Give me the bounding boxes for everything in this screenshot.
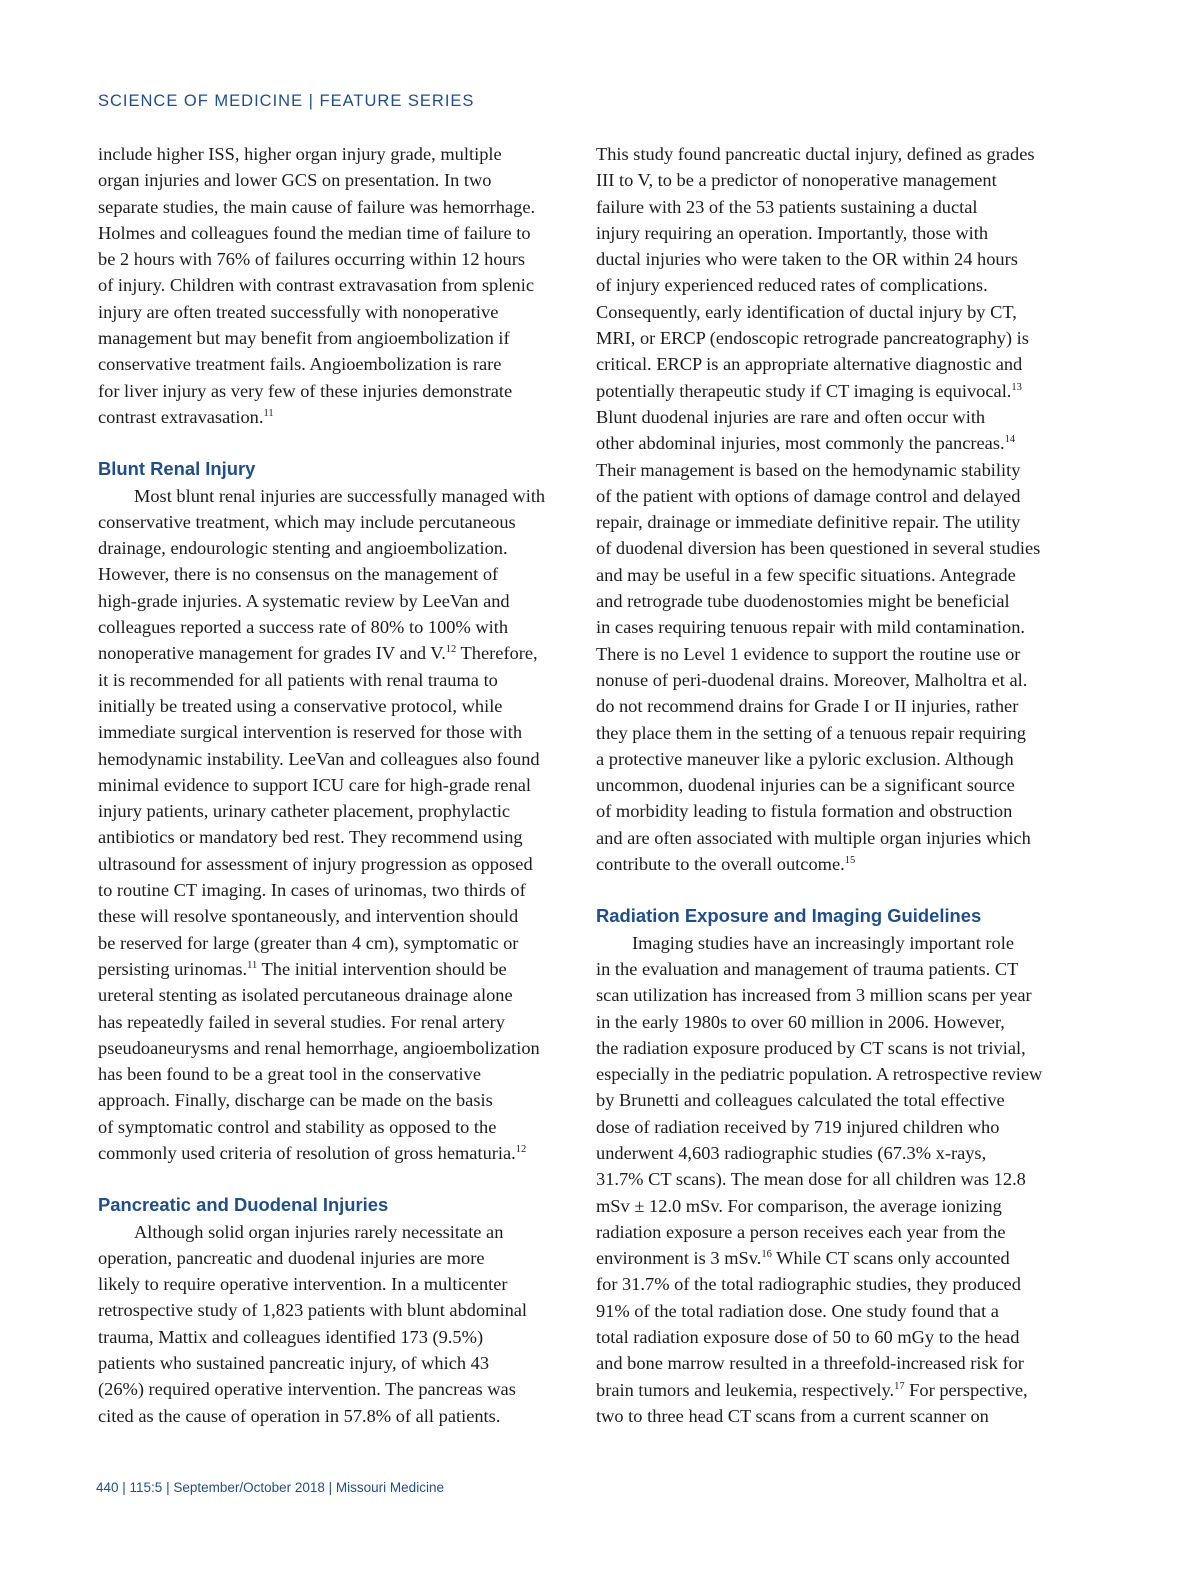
- reference-marker: 12: [445, 644, 457, 656]
- reference-marker: 11: [263, 407, 274, 419]
- text-line: especially in the pediatric population. A retrospective review: [596, 1064, 1043, 1085]
- text-line: immediate surgical intervention is reserved for those with: [98, 722, 523, 743]
- text-line: do not recommend drains for Grade I or II injuries, rather: [596, 696, 1019, 717]
- reference-marker: 14: [1004, 434, 1016, 446]
- line-text: potentially therapeutic study if CT imaging is equivocal.: [596, 380, 1012, 401]
- text-line: in the early 1980s to over 60 million in 2006. However,: [596, 1011, 1005, 1032]
- text-line: [98, 1140, 578, 1166]
- text-line: hemodynamic instability. LeeVan and colleagues also found: [98, 748, 540, 769]
- text-line: of injury. Children with contrast extravasation from splenic: [98, 275, 534, 296]
- paragraph: [596, 930, 1081, 1430]
- text-line: dose of radiation received by 719 injured children who: [596, 1116, 1000, 1137]
- text-line: separate studies, the main cause of failure was hemorrhage.: [98, 196, 536, 217]
- left-column: [98, 141, 578, 1429]
- text-line: nonuse of peri-duodenal drains. Moreover, Malholtra et al.: [596, 669, 1028, 690]
- text-line: drainage, endourologic stenting and angioembolization.: [98, 538, 508, 559]
- text-line: of morbidity leading to fistula formation and obstruction: [596, 801, 1013, 822]
- text-line: for 31.7% of the total radiographic studies, they produced: [596, 1274, 1021, 1295]
- text-line: ductal injuries who were taken to the OR within 24 hours: [596, 249, 1018, 270]
- section-heading-radiation: Radiation Exposure and Imaging Guidelines: [596, 905, 982, 927]
- text-line: uncommon, duodenal injuries can be a significant source: [596, 775, 1015, 796]
- text-line: [596, 378, 1081, 404]
- text-line: III to V, to be a predictor of nonoperative management: [596, 170, 997, 191]
- text-line: [596, 1245, 1081, 1271]
- line-text: The initial intervention should be: [257, 958, 507, 979]
- text-line: be 2 hours with 76% of failures occurring within 12 hours: [98, 249, 525, 270]
- text-line: of symptomatic control and stability as opposed to the: [98, 1116, 497, 1137]
- text-line: they place them in the setting of a tenuous repair requiring: [596, 722, 1026, 743]
- paragraph: [98, 141, 578, 430]
- text-line: [596, 430, 1081, 456]
- text-line: injury requiring an operation. Importantly, those with: [596, 222, 989, 243]
- text-line: and are often associated with multiple organ injuries which: [596, 827, 1031, 848]
- text-line: of injury experienced reduced rates of complications.: [596, 275, 988, 296]
- text-line: Blunt duodenal injuries are rare and often occur with: [596, 406, 986, 427]
- text-line: conservative treatment fails. Angioembolization is rare: [98, 354, 502, 375]
- text-line: for liver injury as very few of these injuries demonstrate: [98, 380, 513, 401]
- text-line: initially be treated using a conservative protocol, while: [98, 695, 503, 716]
- line-text: persisting urinomas.: [98, 958, 248, 979]
- text-line: organ injuries and lower GCS on presentation. In two: [98, 170, 492, 191]
- text-line: (26%) required operative intervention. The pancreas was: [98, 1379, 516, 1400]
- text-line: and bone marrow resulted in a threefold-increased risk for: [596, 1353, 1024, 1374]
- text-line: failure with 23 of the 53 patients sustaining a ductal: [596, 196, 978, 217]
- text-line: underwent 4,603 radiographic studies (67.3% x-rays,: [596, 1142, 987, 1163]
- text-line: operation, pancreatic and duodenal injuries are more: [98, 1247, 485, 1268]
- text-line: these will resolve spontaneously, and intervention should: [98, 906, 519, 927]
- text-line: retrospective study of 1,823 patients with blunt abdominal: [98, 1300, 528, 1321]
- text-line: high-grade injuries. A systematic review by LeeVan and: [98, 590, 510, 611]
- text-line: it is recommended for all patients with renal trauma to: [98, 669, 498, 690]
- text-line: pseudoaneurysms and renal hemorrhage, angioembolization: [98, 1037, 540, 1058]
- line-text: environment is 3 mSv.: [596, 1248, 762, 1269]
- text-line: 31.7% CT scans). The mean dose for all children was 12.8: [596, 1169, 1026, 1190]
- text-line: has been found to be a great tool in the conservative: [98, 1064, 482, 1085]
- right-column: [596, 141, 1081, 1429]
- reference-marker: 11: [247, 959, 258, 971]
- reference-marker: 12: [515, 1143, 527, 1155]
- text-line: Most blunt renal injuries are successfully managed with: [134, 485, 546, 506]
- text-line: to routine CT imaging. In cases of urinomas, two thirds of: [98, 880, 526, 901]
- line-text: other abdominal injuries, most commonly the pancreas.: [596, 433, 1005, 454]
- text-line: of the patient with options of damage control and delayed: [596, 485, 1021, 506]
- text-line: mSv ± 12.0 mSv. For comparison, the average ionizing: [596, 1195, 1002, 1216]
- text-line: injury patients, urinary catheter placement, prophylactic: [98, 801, 511, 822]
- section-heading-pancreatic: Pancreatic and Duodenal Injuries: [98, 1194, 389, 1216]
- text-line: has repeatedly failed in several studies. For renal artery: [98, 1011, 505, 1032]
- text-line: minimal evidence to support ICU care for high-grade renal: [98, 774, 532, 795]
- text-line: trauma, Mattix and colleagues identified 173 (9.5%): [98, 1326, 484, 1347]
- line-text: Therefore,: [456, 643, 538, 664]
- text-line: Holmes and colleagues found the median time of failure to: [98, 222, 531, 243]
- text-line: antibiotics or mandatory bed rest. They recommend using: [98, 827, 523, 848]
- line-text: brain tumors and leukemia, respectively.: [596, 1379, 895, 1400]
- text-line: management but may benefit from angioembolization if: [98, 328, 510, 349]
- reference-marker: 13: [1011, 381, 1022, 393]
- text-line: patients who sustained pancreatic injury, of which 43: [98, 1353, 490, 1374]
- text-line: There is no Level 1 evidence to support the routine use or: [596, 643, 1021, 664]
- text-line: scan utilization has increased from 3 million scans per year: [596, 985, 1032, 1006]
- reference-marker: 17: [894, 1380, 905, 1392]
- line-text: contrast extravasation.: [98, 406, 264, 427]
- text-line: ureteral stenting as isolated percutaneous drainage alone: [98, 985, 513, 1006]
- line-text: contribute to the overall outcome.: [596, 854, 845, 875]
- text-line: and may be useful in a few specific situations. Antegrade: [596, 564, 1016, 585]
- text-line: by Brunetti and colleagues calculated the total effective: [596, 1090, 1005, 1111]
- text-line: [98, 404, 578, 430]
- text-line: Imaging studies have an increasingly important role: [632, 932, 1015, 953]
- line-text: commonly used criteria of resolution of gross hematuria.: [98, 1142, 516, 1163]
- text-line: cited as the cause of operation in 57.8% of all patients.: [98, 1405, 501, 1426]
- text-line: likely to require operative intervention. In a multicenter: [98, 1274, 508, 1295]
- text-line: radiation exposure a person receives each year from the: [596, 1221, 1006, 1242]
- text-line: include higher ISS, higher organ injury grade, multiple: [98, 144, 502, 164]
- text-line: a protective maneuver like a pyloric exclusion. Although: [596, 748, 1014, 769]
- text-line: 91% of the total radiation dose. One study found that a: [596, 1300, 999, 1321]
- text-line: [596, 1377, 1081, 1403]
- section-heading-renal: Blunt Renal Injury: [98, 458, 256, 480]
- text-line: However, there is no consensus on the management of: [98, 564, 499, 585]
- text-line: total radiation exposure dose of 50 to 60 mGy to the head: [596, 1327, 1020, 1348]
- reference-marker: 16: [761, 1249, 772, 1261]
- text-line: and retrograde tube duodenostomies might be beneficial: [596, 591, 1010, 612]
- text-line: in the evaluation and management of trauma patients. CT: [596, 958, 1019, 979]
- text-line: This study found pancreatic ductal injury, defined as grades: [596, 144, 1035, 164]
- reference-marker: 15: [844, 855, 856, 867]
- text-line: critical. ERCP is an appropriate alternative diagnostic and: [596, 354, 1023, 375]
- line-text: While CT scans only accounted: [771, 1248, 1010, 1269]
- text-line: [596, 851, 1081, 877]
- page-footer: 440 | 115:5 | September/October 2018 | Missouri Medicine: [96, 1480, 444, 1495]
- text-line: conservative treatment, which may include percutaneous: [98, 511, 516, 532]
- line-text: For perspective,: [904, 1379, 1028, 1400]
- paragraph: [98, 483, 578, 1167]
- text-line: [98, 956, 578, 982]
- text-line: MRI, or ERCP (endoscopic retrograde pancreatography) is: [596, 328, 1029, 349]
- text-line: approach. Finally, discharge can be made on the basis: [98, 1090, 493, 1111]
- paragraph: [98, 1219, 578, 1429]
- text-line: ultrasound for assessment of injury progression as opposed: [98, 853, 533, 874]
- text-line: Consequently, early identification of ductal injury by CT,: [596, 301, 1017, 322]
- text-line: be reserved for large (greater than 4 cm), symptomatic or: [98, 932, 519, 953]
- text-line: in cases requiring tenuous repair with mild contamination.: [596, 617, 1026, 638]
- text-line: of duodenal diversion has been questioned in several studies: [596, 538, 1041, 559]
- text-line: the radiation exposure produced by CT scans is not trivial,: [596, 1037, 1026, 1058]
- text-line: repair, drainage or immediate definitive repair. The utility: [596, 512, 1021, 533]
- paragraph: [596, 141, 1081, 877]
- text-line: injury are often treated successfully with nonoperative: [98, 301, 499, 322]
- line-text: nonoperative management for grades IV and V.: [98, 643, 446, 664]
- series-header: SCIENCE OF MEDICINE | FEATURE SERIES: [98, 92, 475, 110]
- text-line: colleagues reported a success rate of 80% to 100% with: [98, 617, 509, 638]
- text-line: Although solid organ injuries rarely necessitate an: [134, 1221, 504, 1242]
- text-line: two to three head CT scans from a current scanner on: [596, 1405, 989, 1426]
- text-line: Their management is based on the hemodynamic stability: [596, 459, 1021, 480]
- text-line: [98, 640, 578, 666]
